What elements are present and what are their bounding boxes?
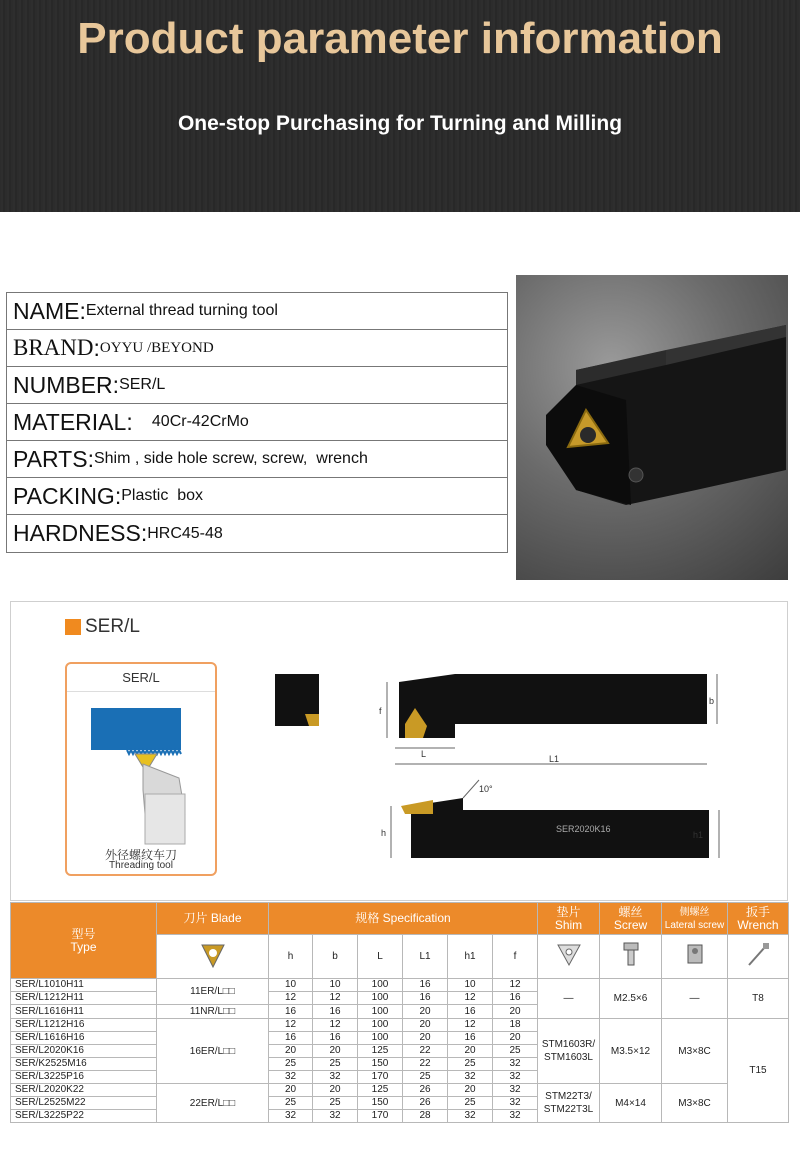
info-value: OYYU /BEYOND <box>99 339 214 356</box>
spec-cell: 32 <box>493 1097 538 1110</box>
spec-cell: 12 <box>269 992 313 1005</box>
info-key: BRAND <box>13 335 94 360</box>
screw-cell: M4×14 <box>600 1084 662 1123</box>
type-cell: SER/L2525M22 <box>11 1097 157 1110</box>
side-view-drawing <box>361 780 704 870</box>
col-f: f <box>493 935 538 979</box>
spec-cell: 22 <box>403 1058 448 1071</box>
info-row-parts <box>7 441 507 478</box>
spec-cell: 25 <box>313 1058 358 1071</box>
spec-cell: 22 <box>403 1045 448 1058</box>
info-value: Plastic box <box>121 487 204 504</box>
col-L: L <box>358 935 403 979</box>
dim-L1: L1 <box>549 754 560 764</box>
blade-icon <box>157 935 269 979</box>
type-cell: SER/L3225P22 <box>11 1110 157 1123</box>
type-cell: SER/K2525M16 <box>11 1058 157 1071</box>
spec-cell: 26 <box>403 1084 448 1097</box>
spec-cell: 32 <box>493 1058 538 1071</box>
type-cell: SER/L1212H11 <box>11 992 157 1005</box>
spec-cell: 16 <box>313 1005 358 1019</box>
caption-en: Threading tool <box>109 860 173 871</box>
spec-cell: 12 <box>313 1019 358 1032</box>
spec-cell: 12 <box>493 979 538 992</box>
info-sep: : <box>114 482 122 509</box>
spec-cell: 25 <box>448 1097 493 1110</box>
info-key: NAME <box>13 297 80 324</box>
header-blade: 刀片 Blade <box>157 903 269 935</box>
dim-h: h <box>381 828 387 838</box>
dim-h1: h1 <box>693 830 704 840</box>
spec-cell: 25 <box>269 1058 313 1071</box>
spec-cell: 16 <box>448 1032 493 1045</box>
spec-cell: 32 <box>493 1084 538 1097</box>
spec-cell: 32 <box>269 1110 313 1123</box>
spec-cell: 20 <box>403 1005 448 1019</box>
blade-cell: 16ER/L□□ <box>157 1019 269 1084</box>
info-row-hardness <box>7 515 507 552</box>
info-value: External thread turning tool <box>85 302 278 319</box>
spec-cell: 10 <box>313 979 358 992</box>
lateral-screw-icon <box>662 935 728 979</box>
spec-cell: 170 <box>358 1071 403 1084</box>
spec-cell: 32 <box>448 1110 493 1123</box>
info-sep: : <box>126 408 152 435</box>
spec-cell: 20 <box>493 1032 538 1045</box>
info-sep: : <box>93 334 100 361</box>
caption-cn: 外径螺纹车刀 <box>104 848 177 862</box>
spec-cell: 32 <box>313 1110 358 1123</box>
spec-cell: 12 <box>313 992 358 1005</box>
spec-cell: 10 <box>269 979 313 992</box>
info-value: Shim , side hole screw, screw, wrench <box>93 450 368 467</box>
type-cell: SER/L1010H11 <box>11 979 157 992</box>
spec-cell: 32 <box>448 1071 493 1084</box>
page-subtitle: One-stop Purchasing for Turning and Milling <box>177 112 623 135</box>
spec-cell: 16 <box>403 992 448 1005</box>
spec-cell: 32 <box>493 1110 538 1123</box>
shim-icon <box>538 935 600 979</box>
spec-cell: 20 <box>313 1084 358 1097</box>
info-row-name <box>7 293 507 330</box>
spec-cell: 25 <box>493 1045 538 1058</box>
info-row-material <box>7 404 507 441</box>
screw-cell: M2.5×6 <box>600 979 662 1019</box>
info-row-number <box>7 367 507 404</box>
dim-L: L <box>421 749 427 759</box>
dim-angle: 10° <box>479 784 493 794</box>
lateral-cell: M3×8C <box>662 1019 728 1084</box>
col-h: h <box>269 935 313 979</box>
info-key: PACKING <box>13 482 115 509</box>
header-lateral-screw: 侧螺丝 Lateral screw <box>662 903 728 935</box>
col-h1: h1 <box>448 935 493 979</box>
type-cell: SER/L1616H11 <box>11 1005 157 1019</box>
spec-cell: 125 <box>358 1045 403 1058</box>
lateral-cell: M3×8C <box>662 1084 728 1123</box>
spec-cell: 150 <box>358 1097 403 1110</box>
info-sep: : <box>79 297 86 324</box>
shim-cell: STM1603R/ STM1603L <box>538 1019 600 1084</box>
spec-cell: 125 <box>358 1084 403 1097</box>
spec-cell: 170 <box>358 1110 403 1123</box>
spec-table <box>10 902 789 1123</box>
spec-cell: 18 <box>493 1019 538 1032</box>
spec-cell: 16 <box>448 1005 493 1019</box>
spec-cell: 20 <box>269 1084 313 1097</box>
info-value: SER/L <box>119 376 166 393</box>
series-heading-label: SER/L <box>85 616 140 637</box>
spec-cell: 100 <box>358 1032 403 1045</box>
spec-cell: 20 <box>448 1045 493 1058</box>
info-row-packing <box>7 478 507 515</box>
tool-marking: SER2020K16 <box>556 824 611 834</box>
spec-cell: 25 <box>403 1071 448 1084</box>
product-photo <box>516 275 788 580</box>
spec-cell: 20 <box>493 1005 538 1019</box>
header-wrench: 扳手 Wrench <box>728 903 789 935</box>
header-shim: 垫片 Shim <box>538 903 600 935</box>
spec-cell: 150 <box>358 1058 403 1071</box>
header-screw: 螺丝 Screw <box>600 903 662 935</box>
info-value: 40Cr-42CrMo <box>151 413 249 430</box>
threading-tool-card <box>65 662 217 876</box>
blade-cell: 11NR/L□□ <box>157 1005 269 1019</box>
spec-cell: 100 <box>358 1005 403 1019</box>
drawing-panel <box>10 601 788 901</box>
spec-cell: 16 <box>493 992 538 1005</box>
type-cell: SER/L1616H16 <box>11 1032 157 1045</box>
spec-cell: 32 <box>269 1071 313 1084</box>
spec-cell: 32 <box>313 1071 358 1084</box>
product-info-table <box>6 292 508 553</box>
shim-cell: — <box>538 979 600 1019</box>
spec-cell: 25 <box>448 1058 493 1071</box>
spec-cell: 100 <box>358 992 403 1005</box>
card-title: SER/L <box>67 664 215 692</box>
col-b: b <box>313 935 358 979</box>
header-spec: 规格 Specification <box>269 903 538 935</box>
info-key: NUMBER <box>13 371 113 398</box>
spec-cell: 32 <box>493 1071 538 1084</box>
blade-cell: 11ER/L□□ <box>157 979 269 1005</box>
type-cell: SER/L2020K16 <box>11 1045 157 1058</box>
screw-cell: M3.5×12 <box>600 1019 662 1084</box>
info-key: MATERIAL <box>13 408 127 435</box>
spec-cell: 26 <box>403 1097 448 1110</box>
spec-cell: 20 <box>403 1032 448 1045</box>
threading-illustration <box>67 694 215 844</box>
info-key: PARTS <box>13 445 88 472</box>
spec-cell: 25 <box>313 1097 358 1110</box>
info-sep: : <box>112 371 120 398</box>
spec-cell: 100 <box>358 979 403 992</box>
col-L1: L1 <box>403 935 448 979</box>
spec-cell: 16 <box>269 1032 313 1045</box>
info-key: HARDNESS <box>13 520 141 546</box>
dim-b: b <box>709 696 715 706</box>
spec-cell: 100 <box>358 1019 403 1032</box>
page-title: Product parameter information <box>77 14 723 63</box>
spec-cell: 16 <box>403 979 448 992</box>
orange-square-icon <box>65 619 81 635</box>
dim-f: f <box>379 706 382 716</box>
spec-cell: 20 <box>403 1019 448 1032</box>
wrench-cell: T8 <box>728 979 789 1019</box>
wrench-icon <box>728 935 789 979</box>
spec-cell: 10 <box>448 979 493 992</box>
spec-cell: 25 <box>269 1097 313 1110</box>
info-sep: : <box>87 445 94 472</box>
spec-cell: 16 <box>269 1005 313 1019</box>
series-heading <box>65 616 140 638</box>
lateral-cell: — <box>662 979 728 1019</box>
shim-cell: STM22T3/ STM22T3L <box>538 1084 600 1123</box>
header-banner <box>0 0 800 212</box>
spec-cell: 12 <box>448 1019 493 1032</box>
end-view-drawing <box>275 674 325 734</box>
type-cell: SER/L3225P16 <box>11 1071 157 1084</box>
wrench-cell: T15 <box>728 1019 789 1123</box>
spec-cell: 16 <box>313 1032 358 1045</box>
blade-cell: 22ER/L□□ <box>157 1084 269 1123</box>
spec-cell: 20 <box>313 1045 358 1058</box>
type-cell: SER/L2020K22 <box>11 1084 157 1097</box>
info-row-brand <box>7 330 507 367</box>
info-value: HRC45-48 <box>147 524 223 542</box>
screw-icon <box>600 935 662 979</box>
spec-cell: 20 <box>269 1045 313 1058</box>
spec-cell: 20 <box>448 1084 493 1097</box>
tool-holder-illustration <box>516 275 788 580</box>
spec-cell: 28 <box>403 1110 448 1123</box>
header-type: 型号 Type <box>11 903 157 979</box>
top-view-drawing <box>371 664 715 774</box>
spec-cell: 12 <box>448 992 493 1005</box>
info-sep: : <box>140 520 148 546</box>
type-cell: SER/L1212H16 <box>11 1019 157 1032</box>
spec-cell: 12 <box>269 1019 313 1032</box>
